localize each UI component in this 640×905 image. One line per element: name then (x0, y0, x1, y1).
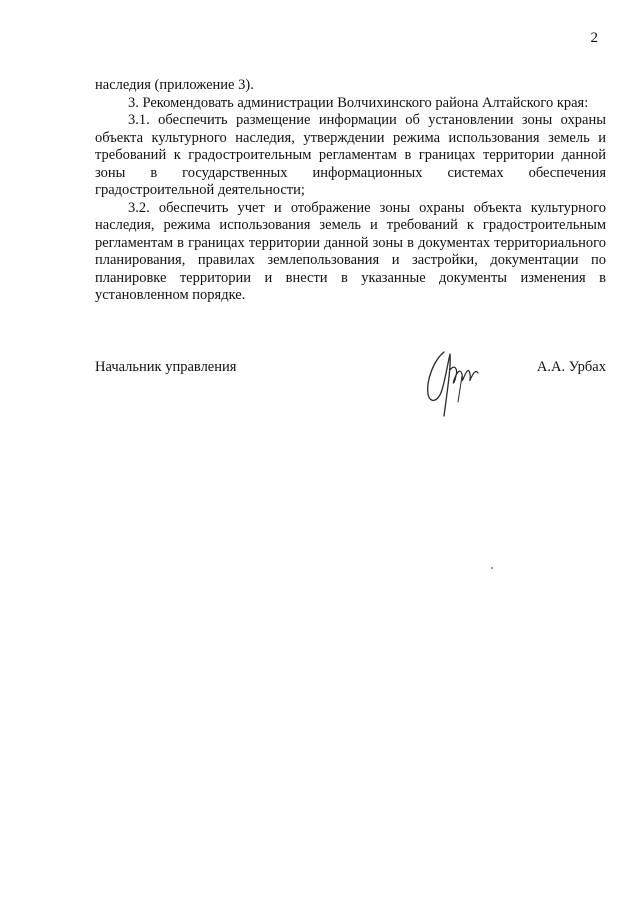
scan-speck (491, 567, 493, 569)
paragraph-appendix-reference: наследия (приложение 3). (95, 77, 254, 93)
signatory-name: А.А. Урбах (536, 359, 606, 375)
paragraph-item-3-2: 3.2. обеспечить учет и отображение зоны охраны объекта культурного наследия, режима использования земель и требований к градостроительным регламентам в границах территории данной зоны в документах территориального планирования, правилах землепользования и застройки, документации по планировке территории и внести в указанные документы изменения в установленном порядке. (95, 199, 606, 303)
page-number: 2 (590, 30, 598, 46)
handwritten-signature-icon (420, 346, 486, 420)
signatory-position: Начальник управления (95, 359, 237, 375)
paragraph-recommendation: 3. Рекомендовать администрации Волчихинского района Алтайского края: (128, 94, 589, 111)
paragraph-item-3-1: 3.1. обеспечить размещение информации об установлении зоны охраны объекта культурного наследия, утверждении режима использования земель и требований к градостроительным регламентам в границах территории данной зоны в государственных информационных системах обеспечения градостроительной деятельности; (95, 112, 606, 198)
document-body (95, 77, 606, 305)
